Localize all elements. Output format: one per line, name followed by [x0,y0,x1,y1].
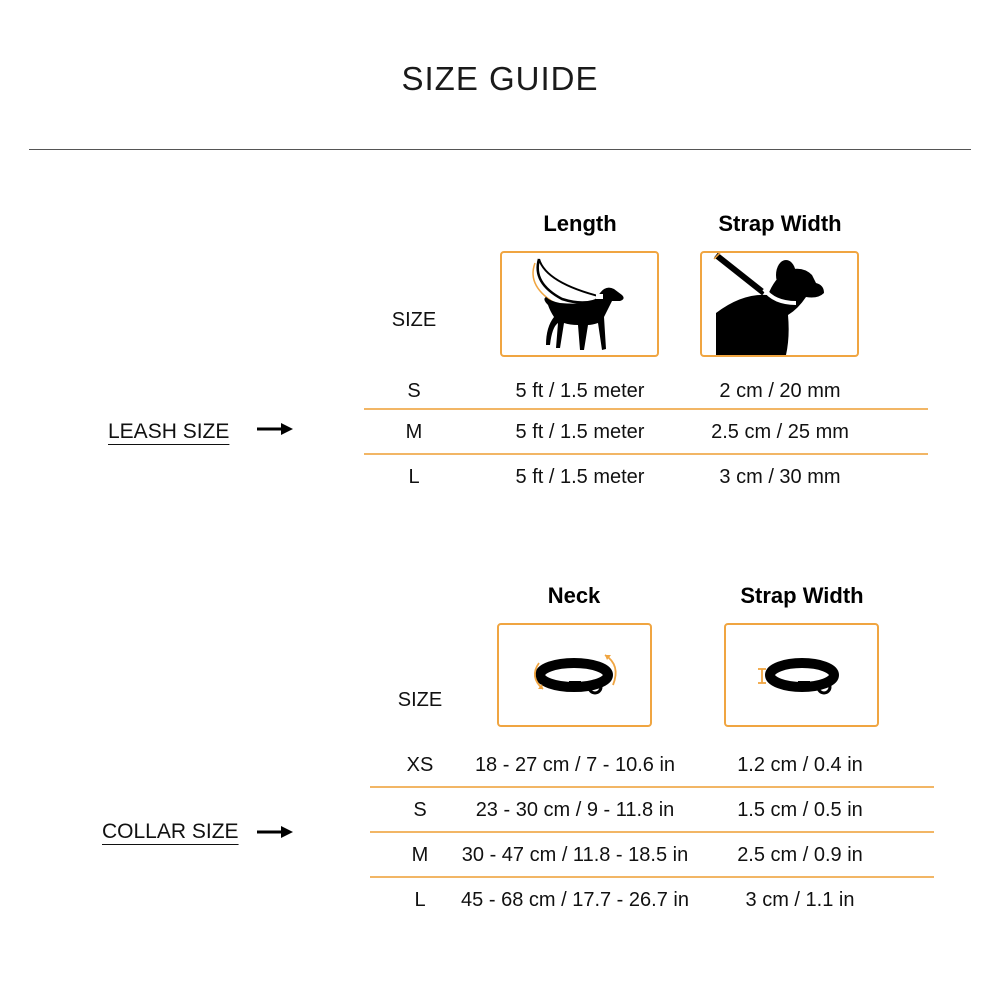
collar-neck-image [497,623,652,727]
leash-row-size: L [408,466,420,488]
leash-row-strap-width: 2 cm / 20 mm [719,380,841,402]
collar-neck-icon [499,625,650,725]
leash-row-divider [364,453,928,455]
dog-leash-length-icon [502,253,657,355]
collar-row-strap-width: 3 cm / 1.1 in [745,889,855,911]
collar-row-divider [370,786,934,788]
leash-size-header: SIZE [391,309,437,331]
collar-row-strap-width: 1.5 cm / 0.5 in [737,799,863,821]
leash-row-size: M [405,421,423,443]
page-title: SIZE GUIDE [401,60,599,97]
collar-row-size: L [414,889,426,911]
collar-row-strap-width: 1.2 cm / 0.4 in [737,754,863,776]
collar-row-neck: 45 - 68 cm / 17.7 - 26.7 in [461,889,689,911]
collar-row-neck: 18 - 27 cm / 7 - 10.6 in [474,754,676,776]
leash-row-length: 5 ft / 1.5 meter [515,466,645,488]
collar-strap-width-icon [726,625,877,725]
collar-row-strap-width: 2.5 cm / 0.9 in [737,844,863,866]
leash-size-label: LEASH SIZE [108,420,230,443]
collar-strap-width-image [724,623,879,727]
collar-row-divider [370,876,934,878]
leash-row-strap-width: 2.5 cm / 25 mm [711,421,849,443]
collar-size-header: SIZE [397,689,443,711]
leash-row-length: 5 ft / 1.5 meter [515,380,645,402]
leash-length-header: Length [543,211,617,236]
collar-row-size: S [413,799,427,821]
leash-row-size: S [407,380,421,402]
right-arrow-icon [255,421,295,437]
right-arrow-icon [255,824,295,840]
leash-row-strap-width: 3 cm / 30 mm [719,466,841,488]
collar-size-label: COLLAR SIZE [102,820,239,843]
leash-length-image [500,251,659,357]
collar-row-size: XS [406,754,434,776]
dog-strap-width-icon [702,253,857,355]
collar-row-divider [370,831,934,833]
collar-strap-width-header: Strap Width [740,583,864,608]
leash-strap-width-header: Strap Width [718,211,842,236]
collar-neck-header: Neck [547,583,601,608]
leash-row-length: 5 ft / 1.5 meter [515,421,645,443]
collar-row-neck: 23 - 30 cm / 9 - 11.8 in [475,799,675,821]
leash-row-divider [364,408,928,410]
collar-row-neck: 30 - 47 cm / 11.8 - 18.5 in [461,844,689,866]
leash-strap-width-image [700,251,859,357]
title-divider [29,149,971,150]
collar-row-size: M [411,844,429,866]
